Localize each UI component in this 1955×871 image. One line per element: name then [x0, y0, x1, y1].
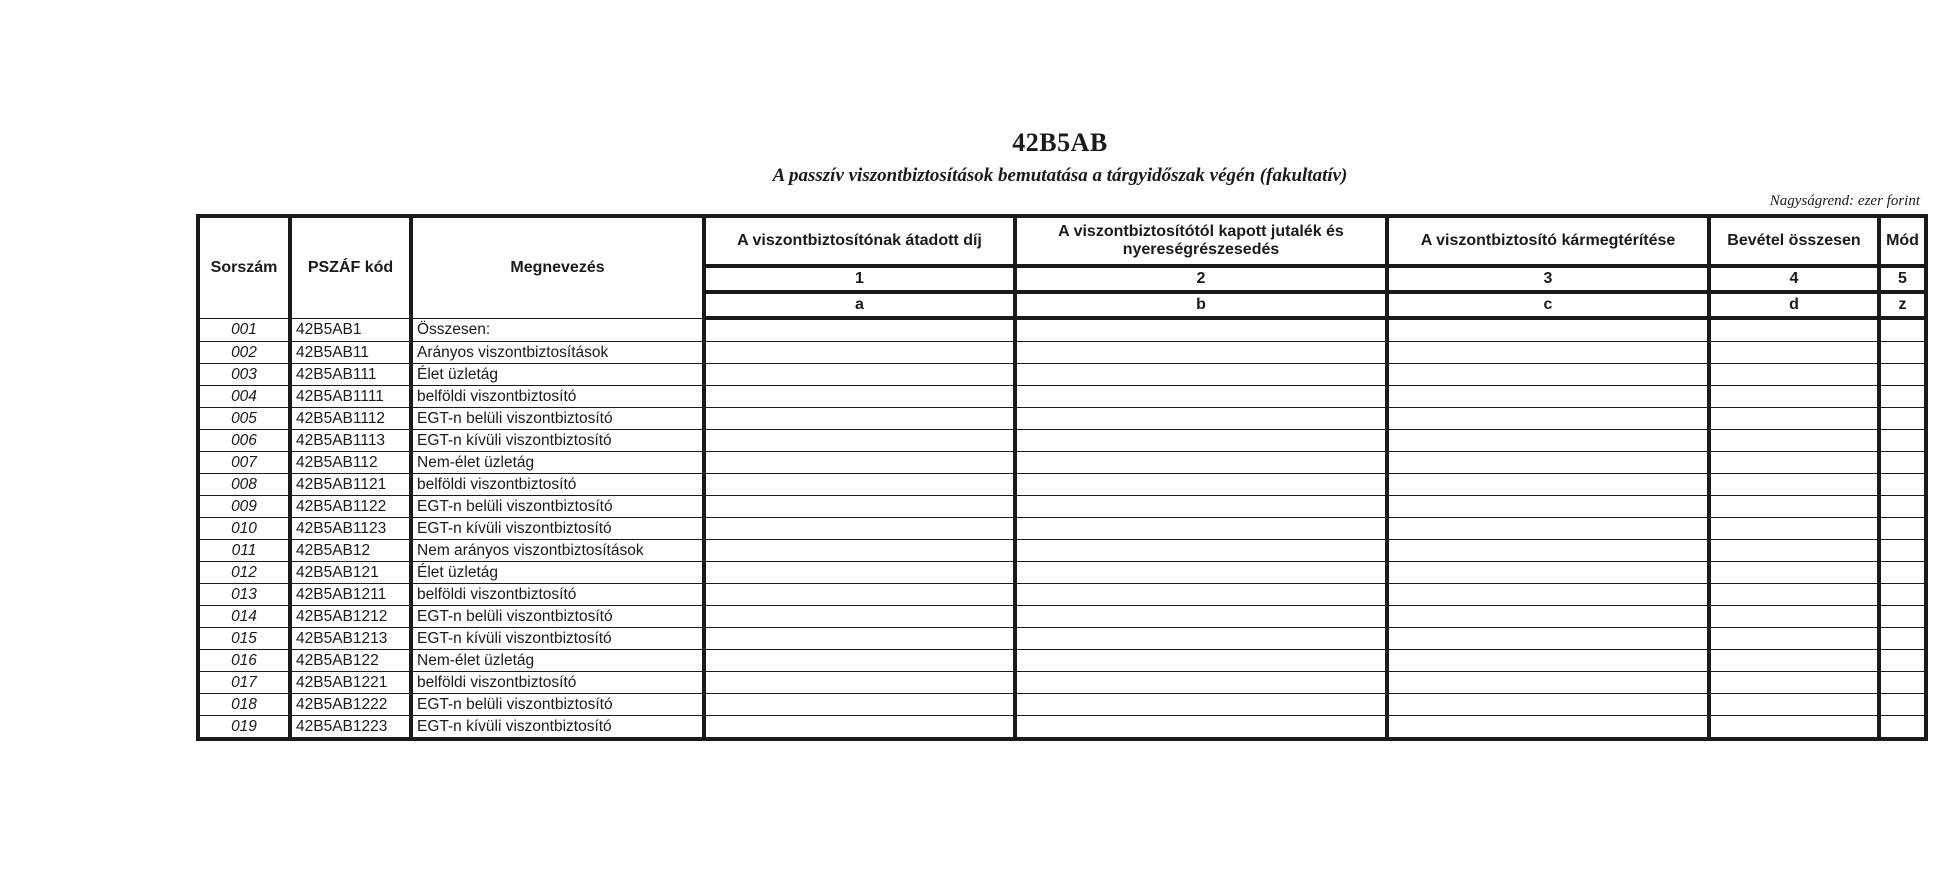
cell-total-income[interactable] [1709, 606, 1879, 628]
cell-ceded-premium[interactable] [704, 496, 1015, 518]
cell-mode[interactable] [1879, 386, 1926, 408]
table-row [198, 318, 1926, 342]
row-pszaf-code: 42B5AB111 [290, 364, 411, 386]
cell-commission-received[interactable] [1015, 496, 1387, 518]
row-serial: 017 [198, 672, 290, 694]
cell-ceded-premium[interactable] [704, 318, 1015, 342]
row-label: Összesen: [411, 318, 704, 342]
col-number-2: 2 [1015, 266, 1387, 292]
row-label: Nem-élet üzletág [411, 650, 704, 672]
cell-claims-recovery[interactable] [1387, 408, 1709, 430]
cell-commission-received[interactable] [1015, 408, 1387, 430]
cell-claims-recovery[interactable] [1387, 318, 1709, 342]
table-row [198, 650, 1926, 672]
table-row [198, 408, 1926, 430]
cell-commission-received[interactable] [1015, 694, 1387, 716]
col-letter-a: a [704, 292, 1015, 318]
row-serial: 015 [198, 628, 290, 650]
row-label: EGT-n kívüli viszontbiztosító [411, 628, 704, 650]
cell-mode[interactable] [1879, 672, 1926, 694]
row-serial: 011 [198, 540, 290, 562]
cell-ceded-premium[interactable] [704, 430, 1015, 452]
cell-commission-received[interactable] [1015, 342, 1387, 364]
table-row [198, 716, 1926, 740]
row-pszaf-code: 42B5AB1 [290, 318, 411, 342]
row-pszaf-code: 42B5AB121 [290, 562, 411, 584]
row-label: EGT-n kívüli viszontbiztosító [411, 518, 704, 540]
row-serial: 004 [198, 386, 290, 408]
cell-claims-recovery[interactable] [1387, 540, 1709, 562]
table-row [198, 386, 1926, 408]
row-label: EGT-n belüli viszontbiztosító [411, 408, 704, 430]
row-pszaf-code: 42B5AB1213 [290, 628, 411, 650]
row-pszaf-code: 42B5AB12 [290, 540, 411, 562]
cell-claims-recovery[interactable] [1387, 562, 1709, 584]
row-label: Élet üzletág [411, 364, 704, 386]
cell-mode[interactable] [1879, 318, 1926, 342]
header-row [198, 216, 1926, 266]
cell-claims-recovery[interactable] [1387, 694, 1709, 716]
col-number-4: 4 [1709, 266, 1879, 292]
row-label: belföldi viszontbiztosító [411, 386, 704, 408]
col-letter-z: z [1879, 292, 1926, 318]
row-serial: 019 [198, 716, 290, 740]
cell-total-income[interactable] [1709, 364, 1879, 386]
row-serial: 016 [198, 650, 290, 672]
col-letter-d: d [1709, 292, 1879, 318]
cell-mode[interactable] [1879, 496, 1926, 518]
row-label: EGT-n belüli viszontbiztosító [411, 606, 704, 628]
table-row [198, 694, 1926, 716]
cell-claims-recovery[interactable] [1387, 716, 1709, 740]
cell-commission-received[interactable] [1015, 650, 1387, 672]
row-pszaf-code: 42B5AB1123 [290, 518, 411, 540]
cell-claims-recovery[interactable] [1387, 606, 1709, 628]
cell-claims-recovery[interactable] [1387, 342, 1709, 364]
row-serial: 008 [198, 474, 290, 496]
cell-claims-recovery[interactable] [1387, 518, 1709, 540]
cell-mode[interactable] [1879, 628, 1926, 650]
cell-claims-recovery[interactable] [1387, 650, 1709, 672]
cell-total-income[interactable] [1709, 716, 1879, 740]
row-pszaf-code: 42B5AB1212 [290, 606, 411, 628]
cell-mode[interactable] [1879, 430, 1926, 452]
row-label: EGT-n belüli viszontbiztosító [411, 694, 704, 716]
row-pszaf-code: 42B5AB1223 [290, 716, 411, 740]
cell-ceded-premium[interactable] [704, 474, 1015, 496]
cell-ceded-premium[interactable] [704, 364, 1015, 386]
cell-total-income[interactable] [1709, 694, 1879, 716]
cell-ceded-premium[interactable] [704, 650, 1015, 672]
col-number-5: 5 [1879, 266, 1926, 292]
table-row [198, 540, 1926, 562]
cell-commission-received[interactable] [1015, 474, 1387, 496]
report-table [196, 214, 1928, 741]
cell-ceded-premium[interactable] [704, 562, 1015, 584]
form-subtitle: A passzív viszontbiztosítások bemutatása a tárgyidőszak végén (fakultatív) [772, 165, 1348, 186]
row-pszaf-code: 42B5AB1222 [290, 694, 411, 716]
cell-mode[interactable] [1879, 584, 1926, 606]
table-row [198, 474, 1926, 496]
cell-mode[interactable] [1879, 694, 1926, 716]
row-label: Nem arányos viszontbiztosítások [411, 540, 704, 562]
row-serial: 010 [198, 518, 290, 540]
cell-total-income[interactable] [1709, 318, 1879, 342]
cell-commission-received[interactable] [1015, 540, 1387, 562]
cell-commission-received[interactable] [1015, 672, 1387, 694]
cell-commission-received[interactable] [1015, 518, 1387, 540]
row-pszaf-code: 42B5AB1113 [290, 430, 411, 452]
row-serial: 012 [198, 562, 290, 584]
row-pszaf-code: 42B5AB1111 [290, 386, 411, 408]
cell-total-income[interactable] [1709, 408, 1879, 430]
unit-note: Nagyságrend: ezer forint [1769, 193, 1920, 209]
row-label: belföldi viszontbiztosító [411, 584, 704, 606]
cell-commission-received[interactable] [1015, 628, 1387, 650]
cell-commission-received[interactable] [1015, 562, 1387, 584]
header-pszaf-code: PSZÁF kód [290, 216, 411, 318]
header-col-3: A viszontbiztosító kármegtérítése [1387, 216, 1709, 266]
table-row [198, 518, 1926, 540]
cell-mode[interactable] [1879, 540, 1926, 562]
row-label: EGT-n kívüli viszontbiztosító [411, 430, 704, 452]
cell-ceded-premium[interactable] [704, 540, 1015, 562]
cell-mode[interactable] [1879, 518, 1926, 540]
row-serial: 002 [198, 342, 290, 364]
row-pszaf-code: 42B5AB1122 [290, 496, 411, 518]
row-serial: 013 [198, 584, 290, 606]
table-row [198, 606, 1926, 628]
table-row [198, 672, 1926, 694]
cell-claims-recovery[interactable] [1387, 496, 1709, 518]
cell-total-income[interactable] [1709, 496, 1879, 518]
row-serial: 007 [198, 452, 290, 474]
cell-total-income[interactable] [1709, 430, 1879, 452]
cell-mode[interactable] [1879, 606, 1926, 628]
table-row [198, 342, 1926, 364]
row-label: belföldi viszontbiztosító [411, 474, 704, 496]
cell-mode[interactable] [1879, 364, 1926, 386]
cell-commission-received[interactable] [1015, 584, 1387, 606]
row-label: EGT-n kívüli viszontbiztosító [411, 716, 704, 740]
col-letter-c: c [1387, 292, 1709, 318]
header-col-5: Mód [1879, 216, 1926, 266]
table-row [198, 364, 1926, 386]
row-serial: 001 [198, 318, 290, 342]
row-label: EGT-n belüli viszontbiztosító [411, 496, 704, 518]
row-serial: 009 [198, 496, 290, 518]
row-label: Nem-élet üzletág [411, 452, 704, 474]
row-serial: 014 [198, 606, 290, 628]
table-row [198, 628, 1926, 650]
table-row [198, 496, 1926, 518]
cell-total-income[interactable] [1709, 452, 1879, 474]
row-pszaf-code: 42B5AB1211 [290, 584, 411, 606]
cell-ceded-premium[interactable] [704, 716, 1015, 740]
cell-commission-received[interactable] [1015, 716, 1387, 740]
cell-ceded-premium[interactable] [704, 672, 1015, 694]
cell-mode[interactable] [1879, 716, 1926, 740]
cell-mode[interactable] [1879, 650, 1926, 672]
row-serial: 006 [198, 430, 290, 452]
row-label: Élet üzletág [411, 562, 704, 584]
cell-commission-received[interactable] [1015, 364, 1387, 386]
cell-mode[interactable] [1879, 408, 1926, 430]
header-col-4: Bevétel összesen [1709, 216, 1879, 266]
table-row [198, 584, 1926, 606]
cell-total-income[interactable] [1709, 584, 1879, 606]
cell-mode[interactable] [1879, 452, 1926, 474]
row-serial: 018 [198, 694, 290, 716]
cell-claims-recovery[interactable] [1387, 672, 1709, 694]
cell-commission-received[interactable] [1015, 430, 1387, 452]
row-serial: 005 [198, 408, 290, 430]
cell-ceded-premium[interactable] [704, 342, 1015, 364]
row-serial: 003 [198, 364, 290, 386]
cell-mode[interactable] [1879, 562, 1926, 584]
cell-commission-received[interactable] [1015, 386, 1387, 408]
form-code-title: 42B5AB [1012, 128, 1108, 157]
table-row [198, 562, 1926, 584]
col-letter-b: b [1015, 292, 1387, 318]
cell-total-income[interactable] [1709, 540, 1879, 562]
header-col-2: A viszontbiztosítótól kapott jutalék és nyereségrészesedés [1015, 216, 1387, 266]
cell-total-income[interactable] [1709, 672, 1879, 694]
row-label: belföldi viszontbiztosító [411, 672, 704, 694]
header-col-1: A viszontbiztosítónak átadott díj [704, 216, 1015, 266]
cell-mode[interactable] [1879, 474, 1926, 496]
row-pszaf-code: 42B5AB122 [290, 650, 411, 672]
cell-total-income[interactable] [1709, 562, 1879, 584]
row-pszaf-code: 42B5AB1221 [290, 672, 411, 694]
row-pszaf-code: 42B5AB112 [290, 452, 411, 474]
cell-mode[interactable] [1879, 342, 1926, 364]
col-number-3: 3 [1387, 266, 1709, 292]
cell-claims-recovery[interactable] [1387, 452, 1709, 474]
cell-claims-recovery[interactable] [1387, 628, 1709, 650]
cell-ceded-premium[interactable] [704, 452, 1015, 474]
cell-ceded-premium[interactable] [704, 386, 1015, 408]
cell-claims-recovery[interactable] [1387, 386, 1709, 408]
col-number-1: 1 [704, 266, 1015, 292]
cell-total-income[interactable] [1709, 342, 1879, 364]
table-row [198, 452, 1926, 474]
cell-commission-received[interactable] [1015, 606, 1387, 628]
cell-total-income[interactable] [1709, 650, 1879, 672]
row-label: Arányos viszontbiztosítások [411, 342, 704, 364]
cell-total-income[interactable] [1709, 474, 1879, 496]
cell-ceded-premium[interactable] [704, 408, 1015, 430]
row-pszaf-code: 42B5AB11 [290, 342, 411, 364]
cell-claims-recovery[interactable] [1387, 364, 1709, 386]
cell-claims-recovery[interactable] [1387, 430, 1709, 452]
header-serial: Sorszám [198, 216, 290, 318]
cell-claims-recovery[interactable] [1387, 474, 1709, 496]
cell-total-income[interactable] [1709, 518, 1879, 540]
cell-total-income[interactable] [1709, 628, 1879, 650]
row-pszaf-code: 42B5AB1112 [290, 408, 411, 430]
cell-claims-recovery[interactable] [1387, 584, 1709, 606]
cell-commission-received[interactable] [1015, 318, 1387, 342]
row-pszaf-code: 42B5AB1121 [290, 474, 411, 496]
cell-ceded-premium[interactable] [704, 584, 1015, 606]
header-name: Megnevezés [411, 216, 704, 318]
cell-ceded-premium[interactable] [704, 694, 1015, 716]
cell-ceded-premium[interactable] [704, 628, 1015, 650]
cell-ceded-premium[interactable] [704, 606, 1015, 628]
table-row [198, 430, 1926, 452]
cell-ceded-premium[interactable] [704, 518, 1015, 540]
cell-total-income[interactable] [1709, 386, 1879, 408]
cell-commission-received[interactable] [1015, 452, 1387, 474]
